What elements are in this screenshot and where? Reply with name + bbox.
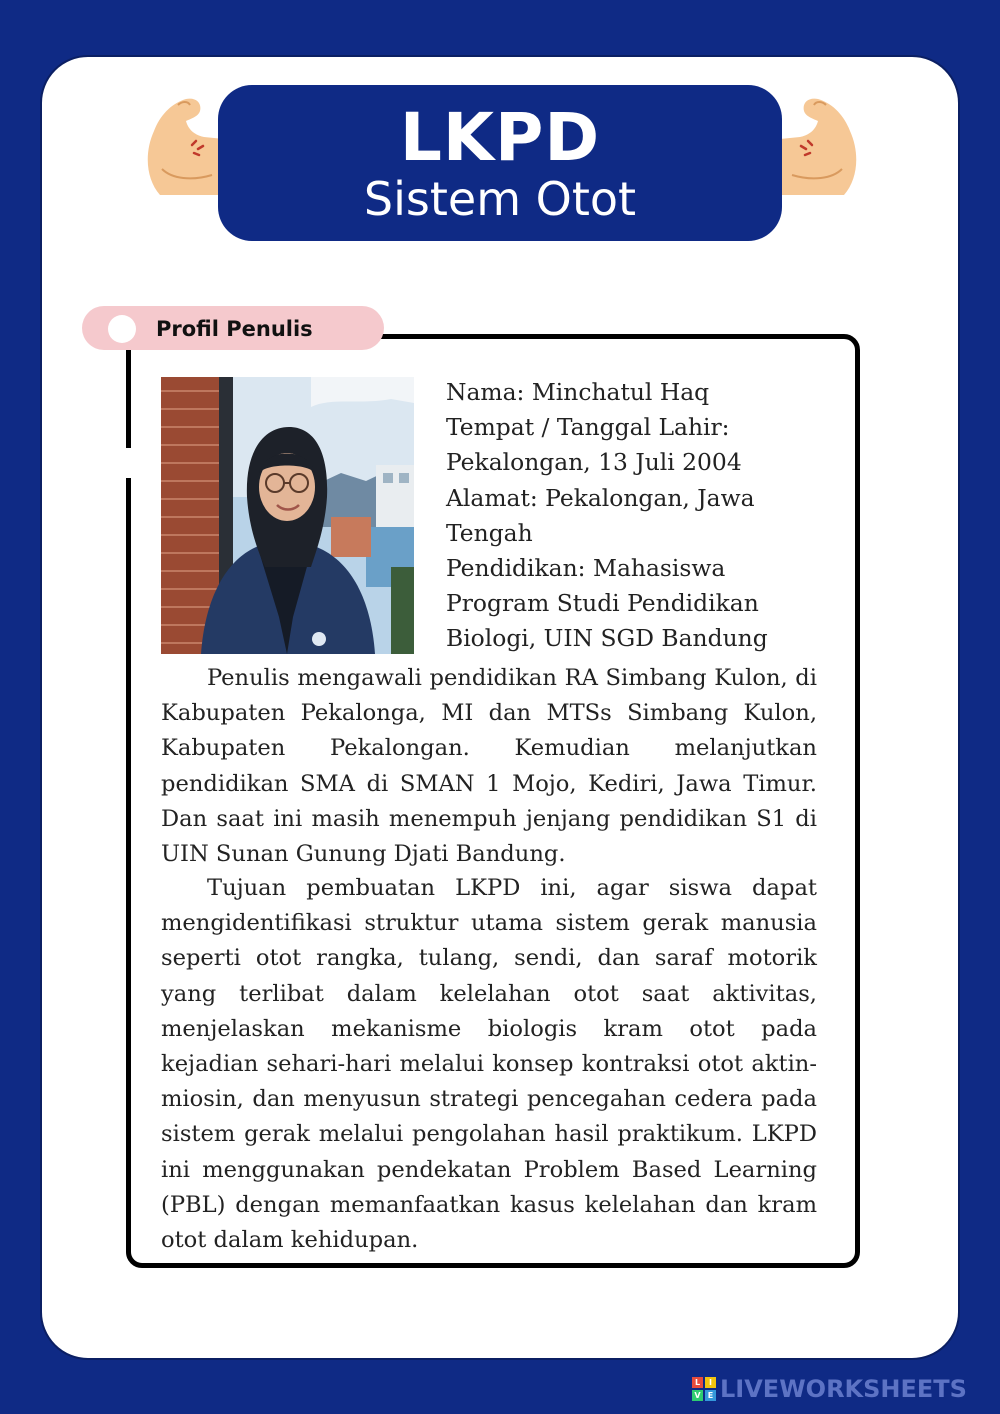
section-label: Profil Penulis (156, 317, 313, 341)
bio-line: Pendidikan: Mahasiswa (446, 554, 726, 583)
title-banner (218, 85, 782, 241)
logo-letter: V (692, 1390, 703, 1401)
logo-letter: I (705, 1377, 716, 1388)
tab-dot-icon (108, 315, 136, 343)
page-title: LKPD (399, 99, 601, 176)
box-border-notch (120, 448, 136, 478)
author-bio (446, 375, 846, 657)
bio-line: Tempat / Tanggal Lahir: (446, 413, 730, 442)
logo-letter: E (705, 1390, 716, 1401)
purpose-paragraph: Tujuan pembuatan LKPD ini, agar siswa dapat mengidentifikasi struktur utama sistem gerak manusia seperti otot rangka, tulang, sendi, dan saraf motorik yang terlibat dalam kelelahan otot saat aktivitas, menjelaskan mekanisme biologis kram otot pada kejadian sehari-hari melalui konsep kontraksi otot aktin-miosin, dan menyusun strategi pencegahan cedera pada sistem gerak melalui pengolahan hasil praktikum. LKPD ini menggunakan pendekatan Problem Based Learning (PBL) dengan memanfaatkan kasus kelelahan dan kram otot dalam kehidupan. (161, 875, 817, 1254)
bio-line: Biologi, UIN SGD Bandung (446, 624, 768, 653)
flexed-arm-icon (778, 95, 862, 205)
bio-line: Alamat: Pekalongan, Jawa (446, 483, 755, 512)
liveworksheets-logo-icon (692, 1377, 716, 1401)
bio-line: Pekalongan, 13 Juli 2004 (446, 448, 742, 477)
bio-line: Nama: Minchatul Haq (446, 378, 710, 406)
section-tab (82, 306, 384, 350)
bio-line: Tengah (446, 518, 533, 547)
author-photo (161, 377, 414, 654)
education-paragraph: Penulis mengawali pendidikan RA Simbang Kulon, di Kabupaten Pekalonga, MI dan MTSs Simbang Kulon, Kabupaten Pekalongan. Kemudian melanjutkan pendidikan SMA di SMAN 1 Mojo, Kediri, Jawa Timur. Dan saat ini masih menempuh jenjang pendidikan S1 di UIN Sunan Gunung Djati Bandung. (161, 665, 817, 868)
watermark-text: LIVEWORKSHEETS (720, 1375, 967, 1403)
page-subtitle: Sistem Otot (363, 172, 637, 226)
liveworksheets-watermark (692, 1372, 967, 1406)
bio-line: Program Studi Pendidikan (446, 589, 759, 618)
flexed-arm-icon (142, 95, 226, 205)
logo-letter: L (692, 1377, 703, 1388)
